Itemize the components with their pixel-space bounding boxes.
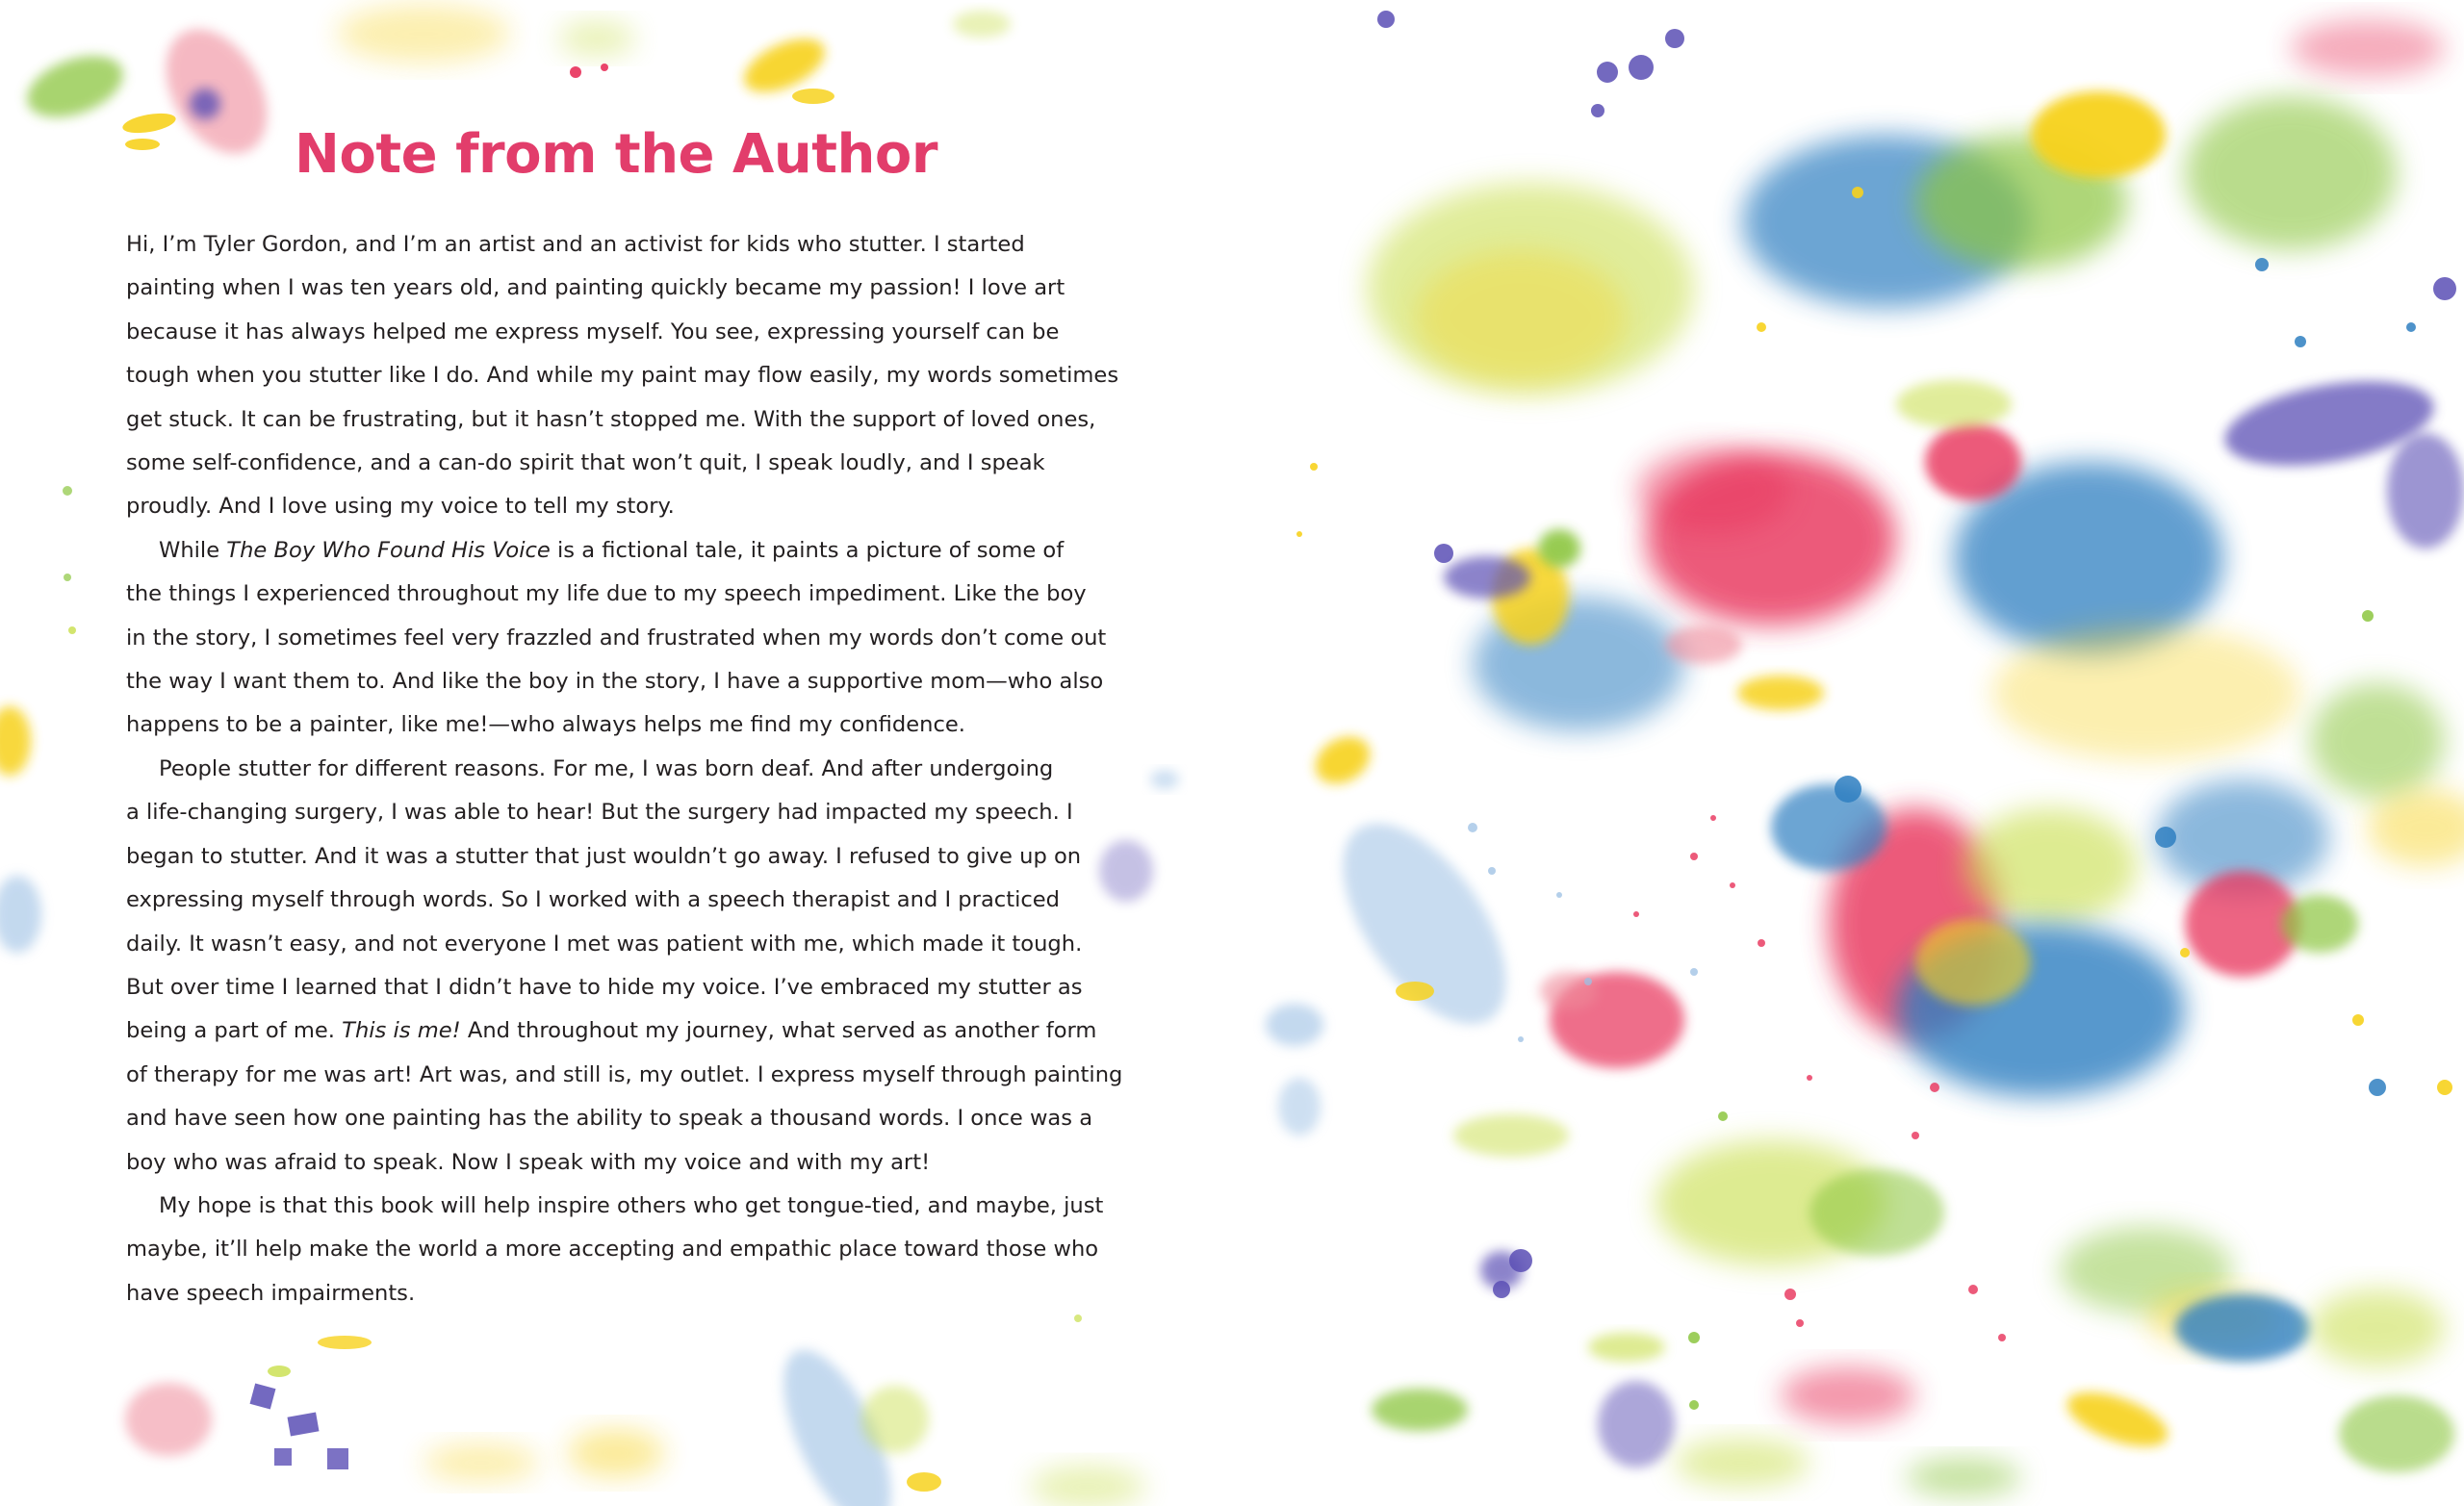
page-title: Note from the Author xyxy=(295,123,937,186)
text-line: People stutter for different reasons. For me, I was born deaf. And after undergoing xyxy=(159,755,1054,781)
text-line: in the story, I sometimes feel very frazzled and frustrated when my words don’t come out xyxy=(126,625,1107,651)
text-line xyxy=(126,529,1127,573)
text-run: And throughout my journey, what served as another form xyxy=(460,1018,1097,1044)
book-title-italic: The Boy Who Found His Voice xyxy=(226,537,551,563)
text-run: being a part of me. xyxy=(126,1018,343,1044)
text-line: because it has always helped me express myself. You see, expressing yourself can be xyxy=(126,319,1060,345)
paragraph-3 xyxy=(126,748,1127,1185)
text-line: some self-confidence, and a can-do spirit that won’t quit, I speak loudly, and I speak xyxy=(126,450,1045,476)
text-line: proudly. And I love using my voice to tell my story. xyxy=(126,494,675,520)
paragraph-4 xyxy=(126,1185,1127,1315)
text-line: tough when you stutter like I do. And while my paint may flow easily, my words sometimes xyxy=(126,363,1119,389)
text-line: the way I want them to. And like the boy in the story, I have a supportive mom—who also xyxy=(126,669,1104,695)
text-line: Hi, I’m Tyler Gordon, and I’m an artist and an activist for kids who stutter. I started xyxy=(126,232,1025,257)
text-line: get stuck. It can be frustrating, but it hasn’t stopped me. With the support of loved ones, xyxy=(126,406,1096,432)
text-line: My hope is that this book will help inspire others who get tongue-tied, and maybe, just xyxy=(159,1192,1104,1218)
paragraph-2 xyxy=(126,529,1127,748)
text-line: have speech impairments. xyxy=(126,1280,416,1306)
text-line: painting when I was ten years old, and painting quickly became my passion! I love art xyxy=(126,275,1065,301)
text-line: and have seen how one painting has the ability to speak a thousand words. I once was a xyxy=(126,1106,1093,1132)
text-line: of therapy for me was art! Art was, and still is, my outlet. I express myself through painting xyxy=(126,1061,1123,1087)
text-line: But over time I learned that I didn’t have to hide my voice. I’ve embraced my stutter as xyxy=(126,974,1083,1000)
right-page-paint-marks xyxy=(1266,11,2464,1496)
text-line xyxy=(126,1009,1127,1053)
text-line: expressing myself through words. So I worked with a speech therapist and I practiced xyxy=(126,887,1061,913)
text-line: happens to be a painter, like me!—who always helps me find my confidence. xyxy=(126,712,965,738)
text-line: maybe, it’ll help make the world a more accepting and empathic place toward those who xyxy=(126,1237,1099,1263)
text-line: the things I experienced throughout my life due to my speech impediment. Like the boy xyxy=(126,581,1087,607)
text-line: daily. It wasn’t easy, and not everyone I met was patient with me, which made it tough. xyxy=(126,931,1083,957)
paragraph-1 xyxy=(126,223,1127,529)
text-line: began to stutter. And it was a stutter that just wouldn’t go away. I refused to give up on xyxy=(126,843,1082,869)
text-line: boy who was afraid to speak. Now I speak with my voice and with my art! xyxy=(126,1149,931,1175)
author-note-body xyxy=(126,223,1127,1315)
emphasis-italic: This is me! xyxy=(342,1018,461,1044)
text-run: While xyxy=(159,537,227,563)
text-run: is a fictional tale, it paints a picture of some of xyxy=(550,537,1065,563)
text-line: a life-changing surgery, I was able to hear! But the surgery had impacted my speech. I xyxy=(126,800,1073,826)
